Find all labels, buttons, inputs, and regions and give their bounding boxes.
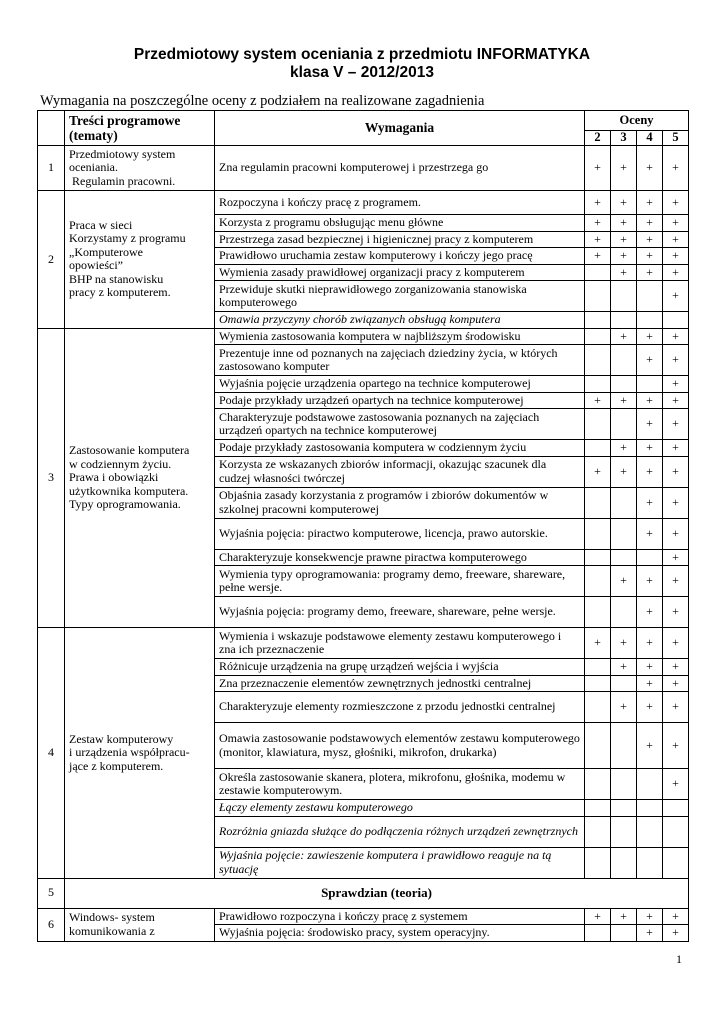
- requirement-text: Zna regulamin pracowni komputerowej i przestrzega go: [215, 146, 585, 191]
- requirement-text: Omawia zastosowanie podstawowych elementów zestawu komputerowego (monitor, klawiatura, mysz, głośniki, mikrofon, drukarka): [215, 723, 585, 769]
- grade-4-cell: +: [637, 566, 663, 597]
- grade-2-cell: [585, 312, 611, 329]
- grade-5-cell: +: [663, 487, 689, 518]
- grade-2-cell: [585, 597, 611, 628]
- grade-4-cell: +: [637, 925, 663, 942]
- grade-2-cell: [585, 723, 611, 769]
- grade-5-cell: +: [663, 597, 689, 628]
- grade-3-cell: +: [611, 456, 637, 487]
- requirement-text: Wyjaśnia pojęcie urządzenia opartego na technice komputerowej: [215, 376, 585, 393]
- grade-3-cell: [611, 723, 637, 769]
- section-number: 6: [38, 908, 65, 941]
- topic-line: Zestaw komputerowy: [69, 731, 174, 746]
- grade-3-cell: [611, 312, 637, 329]
- topic-line: BHP na stanowisku: [69, 271, 164, 286]
- grade-3-cell: [611, 281, 637, 312]
- section-number: 3: [38, 328, 65, 628]
- grade-4-cell: [637, 281, 663, 312]
- grade-2-cell: [585, 328, 611, 345]
- requirement-text: Przestrzega zasad bezpiecznej i higienicznej pracy z komputerem: [215, 231, 585, 248]
- grade-2-cell: [585, 566, 611, 597]
- header-grade-3: 3: [611, 131, 637, 146]
- grade-4-cell: +: [637, 456, 663, 487]
- grade-4-cell: [637, 847, 663, 878]
- grade-4-cell: [637, 816, 663, 847]
- grade-4-cell: [637, 769, 663, 800]
- requirement-text: Wyjaśnia pojęcia: środowisko pracy, system operacyjny.: [215, 925, 585, 942]
- requirement-text: Rozpoczyna i kończy pracę z programem.: [215, 191, 585, 215]
- table-row: [38, 908, 689, 925]
- grade-5-cell: +: [663, 518, 689, 549]
- grade-2-cell: [585, 769, 611, 800]
- section-topic: [65, 191, 215, 329]
- section-topic: [65, 628, 215, 879]
- grade-4-cell: +: [637, 723, 663, 769]
- grade-3-cell: +: [611, 231, 637, 248]
- grade-3-cell: [611, 409, 637, 440]
- grade-2-cell: [585, 659, 611, 676]
- grade-4-cell: +: [637, 146, 663, 191]
- section-number: 4: [38, 628, 65, 879]
- grade-4-cell: +: [637, 392, 663, 409]
- grade-5-cell: +: [663, 456, 689, 487]
- grade-4-cell: +: [637, 597, 663, 628]
- document-subtitle-class: klasa V – 2012/2013: [290, 64, 434, 81]
- grade-2-cell: +: [585, 231, 611, 248]
- requirement-text: Charakteryzuje elementy rozmieszczone z przodu jednostki centralnej: [215, 692, 585, 723]
- requirement-text: Wymienia typy oprogramowania: programy demo, freeware, shareware, pełne wersje.: [215, 566, 585, 597]
- grade-5-cell: +: [663, 248, 689, 265]
- header-number: [38, 111, 65, 146]
- grade-4-cell: +: [637, 487, 663, 518]
- grade-3-cell: [611, 597, 637, 628]
- grade-3-cell: [611, 816, 637, 847]
- grade-5-cell: +: [663, 440, 689, 457]
- grade-5-cell: +: [663, 769, 689, 800]
- header-grade-5: 5: [663, 131, 689, 146]
- grade-3-cell: +: [611, 440, 637, 457]
- grade-2-cell: +: [585, 248, 611, 265]
- grade-3-cell: [611, 675, 637, 692]
- grade-5-cell: +: [663, 723, 689, 769]
- grade-5-cell: +: [663, 392, 689, 409]
- grade-4-cell: +: [637, 518, 663, 549]
- topic-line: Regulamin pracowni.: [69, 173, 176, 188]
- topic-line: Korzystamy z programu: [69, 231, 186, 246]
- topic-line: „Komputerowe: [69, 244, 143, 259]
- grade-2-cell: +: [585, 191, 611, 215]
- grade-2-cell: [585, 440, 611, 457]
- grade-4-cell: +: [637, 628, 663, 659]
- grade-2-cell: [585, 675, 611, 692]
- grade-5-cell: [663, 816, 689, 847]
- test-row-number: 5: [38, 878, 65, 908]
- grade-2-cell: [585, 345, 611, 376]
- grade-5-cell: +: [663, 281, 689, 312]
- requirement-text: Łączy elementy zestawu komputerowego: [215, 800, 585, 817]
- requirement-text: Zna przeznaczenie elementów zewnętrznych jednostki centralnej: [215, 675, 585, 692]
- grade-3-cell: [611, 345, 637, 376]
- grade-3-cell: +: [611, 146, 637, 191]
- grade-4-cell: +: [637, 215, 663, 232]
- grade-4-cell: [637, 312, 663, 329]
- grade-5-cell: +: [663, 566, 689, 597]
- grade-2-cell: [585, 549, 611, 566]
- topic-line: Prawa i obowiązki: [69, 470, 159, 484]
- requirement-text: Podaje przykłady zastosowania komputera w codziennym życiu: [215, 440, 585, 457]
- grade-2-cell: +: [585, 392, 611, 409]
- header-grade-2: 2: [585, 131, 611, 146]
- grade-2-cell: [585, 264, 611, 281]
- topic-line: jące z komputerem.: [69, 758, 164, 773]
- grade-2-cell: +: [585, 146, 611, 191]
- requirements-table: [37, 110, 689, 942]
- topic-line: Windows- system: [69, 910, 155, 924]
- grade-3-cell: +: [611, 248, 637, 265]
- grade-5-cell: [663, 847, 689, 878]
- grade-5-cell: +: [663, 328, 689, 345]
- grade-2-cell: [585, 518, 611, 549]
- requirement-text: Prawidłowo uruchamia zestaw komputerowy i kończy jego pracę: [215, 248, 585, 265]
- grade-5-cell: +: [663, 264, 689, 281]
- header-topics: Treści programowe (tematy): [65, 111, 215, 146]
- document-title: Przedmiotowy system oceniania z przedmiotu INFORMATYKA: [133, 46, 591, 63]
- requirement-text: Prezentuje inne od poznanych na zajęciach dziedziny życia, w których zastosowano komputer: [215, 345, 585, 376]
- grade-5-cell: +: [663, 146, 689, 191]
- requirement-text: Wymienia zasady prawidłowej organizacji pracy z komputerem: [215, 264, 585, 281]
- grade-3-cell: +: [611, 328, 637, 345]
- grade-2-cell: [585, 487, 611, 518]
- grade-4-cell: +: [637, 264, 663, 281]
- requirement-text: Korzysta z programu obsługując menu główne: [215, 215, 585, 232]
- requirement-text: Różnicuje urządzenia na grupę urządzeń wejścia i wyjścia: [215, 659, 585, 676]
- grade-3-cell: +: [611, 692, 637, 723]
- grade-5-cell: +: [663, 675, 689, 692]
- requirement-text: Prawidłowo rozpoczyna i kończy pracę z systemem: [215, 908, 585, 925]
- requirement-text: Przewiduje skutki nieprawidłowego zorganizowania stanowiska komputerowego: [215, 281, 585, 312]
- grade-2-cell: [585, 692, 611, 723]
- grade-5-cell: [663, 312, 689, 329]
- grade-4-cell: +: [637, 409, 663, 440]
- requirement-text: Objaśnia zasady korzystania z programów i zbiorów dokumentów w szkolnej pracowni komputerowej: [215, 487, 585, 518]
- table-row: [38, 628, 689, 659]
- section-topic: [65, 908, 215, 941]
- requirement-text: Charakteryzuje podstawowe zastosowania poznanych na zajęciach urządzeń opartych na technice komputerowej: [215, 409, 585, 440]
- grade-5-cell: +: [663, 215, 689, 232]
- grade-5-cell: +: [663, 659, 689, 676]
- grade-5-cell: +: [663, 925, 689, 942]
- grade-2-cell: [585, 281, 611, 312]
- topic-line: Praca w sieci: [69, 217, 133, 232]
- requirement-text: Wyjaśnia pojęcia: piractwo komputerowe, licencja, prawo autorskie.: [215, 518, 585, 549]
- section-topic: [65, 328, 215, 628]
- topic-line: opowieści”: [69, 258, 123, 273]
- grade-2-cell: [585, 816, 611, 847]
- grade-3-cell: +: [611, 392, 637, 409]
- grade-4-cell: +: [637, 659, 663, 676]
- header-grade-4: 4: [637, 131, 663, 146]
- requirement-text: Omawia przyczyny chorób związanych obsługą komputera: [215, 312, 585, 329]
- grade-5-cell: +: [663, 549, 689, 566]
- grade-2-cell: [585, 376, 611, 393]
- section-number: 2: [38, 191, 65, 329]
- grade-2-cell: [585, 925, 611, 942]
- topic-line: Przedmiotowy system: [69, 146, 176, 161]
- section-number: 1: [38, 146, 65, 191]
- grade-3-cell: [611, 376, 637, 393]
- test-row: [38, 878, 689, 908]
- grade-5-cell: +: [663, 345, 689, 376]
- grade-4-cell: +: [637, 248, 663, 265]
- grade-4-cell: +: [637, 328, 663, 345]
- grade-5-cell: +: [663, 692, 689, 723]
- grade-3-cell: +: [611, 264, 637, 281]
- topic-line: Zastosowanie komputera: [69, 443, 190, 457]
- grade-2-cell: [585, 800, 611, 817]
- topic-line: pracy z komputerem.: [69, 285, 171, 300]
- grade-4-cell: +: [637, 345, 663, 376]
- requirement-text: Wyjaśnia pojęcia: programy demo, freeware, shareware, pełne wersje.: [215, 597, 585, 628]
- requirement-text: Wymienia i wskazuje podstawowe elementy zestawu komputerowego i zna ich przeznaczenie: [215, 628, 585, 659]
- grade-5-cell: +: [663, 908, 689, 925]
- table-row: [38, 328, 689, 345]
- table-body: [38, 146, 689, 942]
- table-row: [38, 146, 689, 191]
- grade-3-cell: [611, 925, 637, 942]
- requirement-text: Określa zastosowanie skanera, plotera, mikrofonu, głośnika, modemu w zestawie komputerowym.: [215, 769, 585, 800]
- grade-3-cell: +: [611, 908, 637, 925]
- grade-5-cell: +: [663, 231, 689, 248]
- grade-3-cell: [611, 769, 637, 800]
- grade-5-cell: +: [663, 376, 689, 393]
- grade-2-cell: +: [585, 456, 611, 487]
- topic-line: i urządzenia współpracu-: [69, 745, 190, 759]
- test-row-label: Sprawdzian (teoria): [65, 878, 689, 908]
- topic-line: w codziennym życiu.: [69, 456, 172, 471]
- grade-3-cell: [611, 847, 637, 878]
- requirement-text: Korzysta ze wskazanych zbiorów informacji, okazując szacunek dla cudzej własności twórczej: [215, 456, 585, 487]
- requirement-text: Wyjaśnia pojęcie: zawieszenie komputera i prawidłowo reaguje na tą sytuację: [215, 847, 585, 878]
- table-row: [38, 191, 689, 215]
- topic-line: użytkownika komputera.: [69, 483, 189, 498]
- requirement-text: Charakteryzuje konsekwencje prawne piractwa komputerowego: [215, 549, 585, 566]
- grade-2-cell: +: [585, 215, 611, 232]
- grade-4-cell: [637, 800, 663, 817]
- grade-3-cell: [611, 518, 637, 549]
- grade-2-cell: +: [585, 628, 611, 659]
- grade-3-cell: [611, 800, 637, 817]
- grade-5-cell: +: [663, 191, 689, 215]
- grade-3-cell: +: [611, 659, 637, 676]
- grade-4-cell: +: [637, 675, 663, 692]
- grade-3-cell: +: [611, 215, 637, 232]
- requirement-text: Wymienia zastosowania komputera w najbliższym środowisku: [215, 328, 585, 345]
- grade-3-cell: [611, 549, 637, 566]
- grade-4-cell: +: [637, 191, 663, 215]
- grade-3-cell: +: [611, 566, 637, 597]
- topic-line: Typy oprogramowania.: [69, 497, 181, 511]
- grade-3-cell: +: [611, 191, 637, 215]
- header-requirements: Wymagania: [215, 111, 585, 146]
- grade-4-cell: [637, 376, 663, 393]
- requirement-text: Podaje przykłady urządzeń opartych na technice komputerowej: [215, 392, 585, 409]
- topic-line: oceniania.: [69, 160, 118, 175]
- requirement-text: Rozróżnia gniazda służące do podłączenia różnych urządzeń zewnętrznych: [215, 816, 585, 847]
- grade-4-cell: [637, 549, 663, 566]
- section-topic: [65, 146, 215, 191]
- grade-3-cell: +: [611, 628, 637, 659]
- grade-4-cell: +: [637, 908, 663, 925]
- grade-2-cell: +: [585, 908, 611, 925]
- grade-2-cell: [585, 847, 611, 878]
- grade-3-cell: [611, 487, 637, 518]
- header-grades: Oceny: [585, 111, 689, 131]
- grade-5-cell: +: [663, 628, 689, 659]
- grade-2-cell: [585, 409, 611, 440]
- grade-5-cell: +: [663, 409, 689, 440]
- grade-4-cell: +: [637, 692, 663, 723]
- grade-4-cell: +: [637, 440, 663, 457]
- page-number: 1: [676, 952, 682, 966]
- grade-4-cell: +: [637, 231, 663, 248]
- topic-line: komunikowania z: [69, 923, 155, 938]
- table-caption: Wymagania na poszczególne oceny z podziałem na realizowane zagadnienia: [40, 93, 485, 109]
- grade-5-cell: [663, 800, 689, 817]
